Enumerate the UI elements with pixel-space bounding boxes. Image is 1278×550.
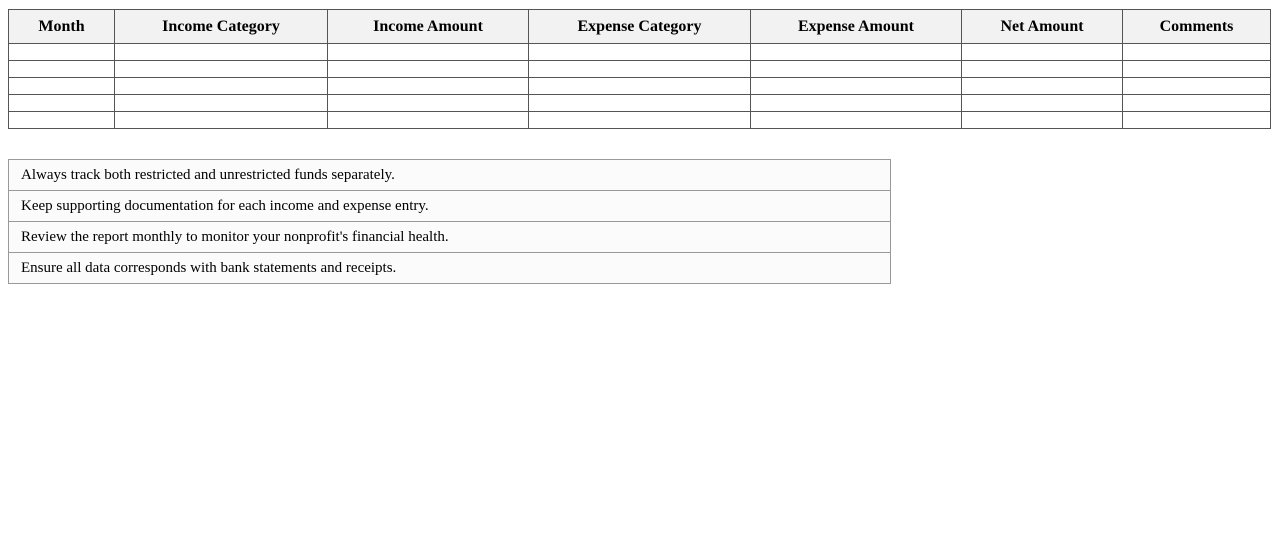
- table-cell: [1123, 112, 1271, 129]
- list-item: [9, 160, 891, 191]
- table-cell: [751, 95, 962, 112]
- table-cell: [529, 95, 751, 112]
- table-cell: [1123, 95, 1271, 112]
- header-income-amount: Income Amount: [328, 10, 529, 44]
- table-cell: [751, 44, 962, 61]
- table-cell: [529, 44, 751, 61]
- table-cell: [962, 61, 1123, 78]
- table-row: [9, 95, 1271, 112]
- table-cell: [1123, 78, 1271, 95]
- table-cell: [328, 61, 529, 78]
- table-cell: [751, 78, 962, 95]
- note-text: Keep supporting documentation for each income and expense entry.: [9, 191, 891, 222]
- header-month: Month: [9, 10, 115, 44]
- table-row: [9, 44, 1271, 61]
- header-income-category: Income Category: [115, 10, 328, 44]
- table-cell: [328, 112, 529, 129]
- table-cell: [328, 95, 529, 112]
- table-cell: [962, 44, 1123, 61]
- table-row: [9, 61, 1271, 78]
- header-expense-category: Expense Category: [529, 10, 751, 44]
- header-comments: Comments: [1123, 10, 1271, 44]
- table-cell: [328, 44, 529, 61]
- table-cell: [751, 112, 962, 129]
- table-cell: [328, 78, 529, 95]
- list-item: [9, 222, 891, 253]
- table-cell: [1123, 61, 1271, 78]
- table-cell: [115, 112, 328, 129]
- table-cell: [962, 95, 1123, 112]
- header-expense-amount: Expense Amount: [751, 10, 962, 44]
- table-row: [9, 112, 1271, 129]
- note-text: Always track both restricted and unrestricted funds separately.: [9, 160, 891, 191]
- table-cell: [9, 44, 115, 61]
- notes-list: [8, 159, 891, 284]
- table-cell: [115, 78, 328, 95]
- table-header-row: [9, 10, 1271, 44]
- list-item: [9, 253, 891, 284]
- financial-report-table: [8, 9, 1271, 129]
- table-cell: [9, 95, 115, 112]
- table-cell: [529, 112, 751, 129]
- note-text: Ensure all data corresponds with bank statements and receipts.: [9, 253, 891, 284]
- table-cell: [115, 61, 328, 78]
- header-net-amount: Net Amount: [962, 10, 1123, 44]
- table-cell: [115, 44, 328, 61]
- table-cell: [529, 78, 751, 95]
- note-text: Review the report monthly to monitor your nonprofit's financial health.: [9, 222, 891, 253]
- table-cell: [962, 78, 1123, 95]
- table-cell: [1123, 44, 1271, 61]
- table-cell: [115, 95, 328, 112]
- table-cell: [529, 61, 751, 78]
- table-cell: [962, 112, 1123, 129]
- table-row: [9, 78, 1271, 95]
- table-cell: [9, 112, 115, 129]
- table-cell: [9, 61, 115, 78]
- table-cell: [751, 61, 962, 78]
- list-item: [9, 191, 891, 222]
- table-cell: [9, 78, 115, 95]
